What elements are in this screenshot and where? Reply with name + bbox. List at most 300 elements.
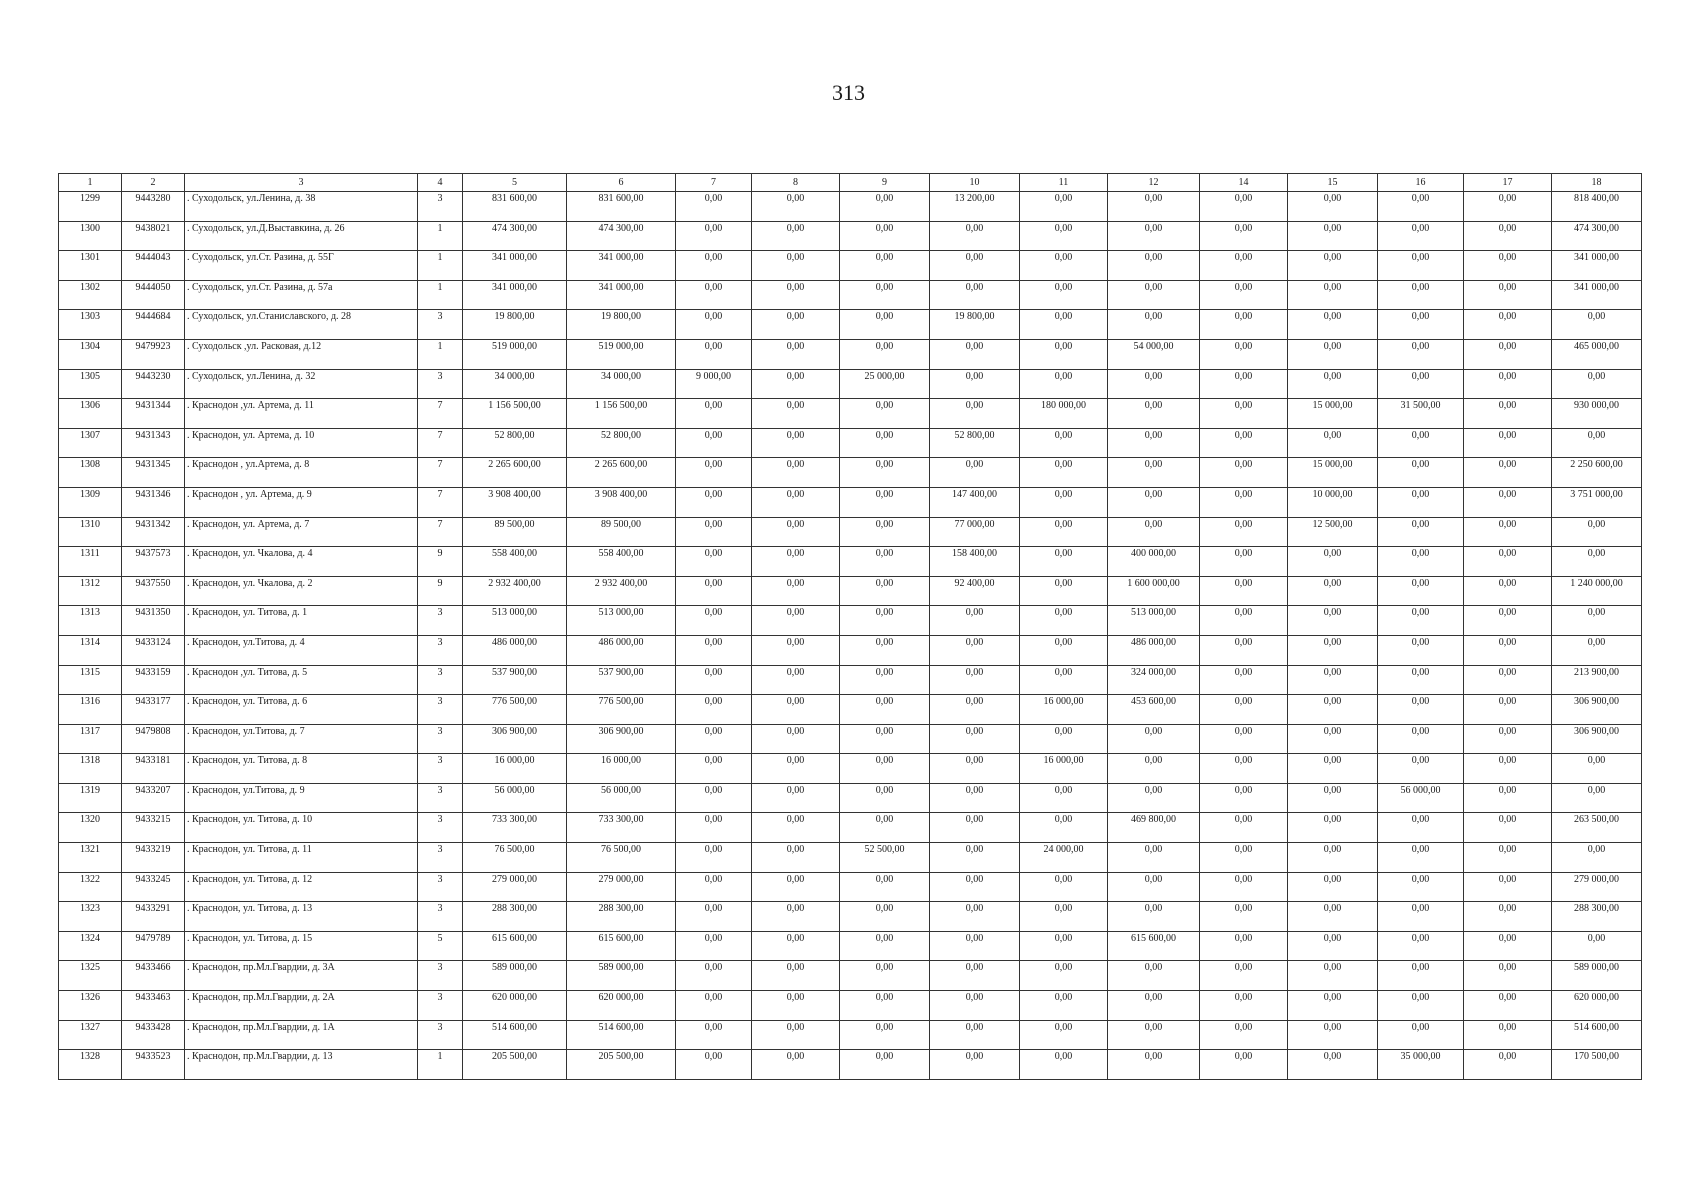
table-cell: 9 000,00 <box>676 369 752 399</box>
table-cell: 0,00 <box>1108 251 1200 281</box>
table-cell: 1321 <box>59 843 122 873</box>
address-cell: . Краснодон, ул. Артема, д. 10 <box>185 428 418 458</box>
table-cell: 0,00 <box>676 665 752 695</box>
table-cell: 0,00 <box>1288 1020 1378 1050</box>
table-cell: 54 000,00 <box>1108 339 1200 369</box>
table-row <box>59 399 1642 429</box>
table-cell: 0,00 <box>1464 813 1552 843</box>
table-cell: 3 <box>418 695 463 725</box>
table-cell: 9479808 <box>122 724 185 754</box>
table-row <box>59 576 1642 606</box>
table-cell: 0,00 <box>930 665 1020 695</box>
table-cell: 0,00 <box>676 1050 752 1080</box>
table-cell: 0,00 <box>1200 813 1288 843</box>
table-cell: 818 400,00 <box>1552 192 1642 222</box>
table-cell: 1311 <box>59 547 122 577</box>
table-cell: 0,00 <box>930 251 1020 281</box>
table-cell: 514 600,00 <box>567 1020 676 1050</box>
address-cell: . Краснодон ,ул. Титова, д. 5 <box>185 665 418 695</box>
table-row <box>59 1020 1642 1050</box>
table-cell: 0,00 <box>752 1020 840 1050</box>
address-cell: . Краснодон, ул. Титова, д. 13 <box>185 902 418 932</box>
table-cell: 0,00 <box>1108 902 1200 932</box>
table-cell: 0,00 <box>1378 724 1464 754</box>
table-cell: 0,00 <box>676 192 752 222</box>
table-cell: 0,00 <box>1200 487 1288 517</box>
address-cell: . Краснодон, пр.Мл.Гвардии, д. 13 <box>185 1050 418 1080</box>
table-cell: 513 000,00 <box>463 606 567 636</box>
table-row <box>59 783 1642 813</box>
table-cell: 12 500,00 <box>1288 517 1378 547</box>
table-cell: 537 900,00 <box>463 665 567 695</box>
address-cell: . Суходольск, ул.Станиславского, д. 28 <box>185 310 418 340</box>
table-cell: 0,00 <box>1378 310 1464 340</box>
table-cell: 9438021 <box>122 221 185 251</box>
address-cell: . Краснодон , ул. Артема, д. 9 <box>185 487 418 517</box>
table-cell: 0,00 <box>840 991 930 1021</box>
table-cell: 0,00 <box>752 724 840 754</box>
address-cell: . Краснодон, ул. Чкалова, д. 2 <box>185 576 418 606</box>
table-cell: 56 000,00 <box>1378 783 1464 813</box>
table-cell: 0,00 <box>676 902 752 932</box>
table-cell: 0,00 <box>1464 931 1552 961</box>
table-cell: 0,00 <box>676 813 752 843</box>
table-cell: 10 000,00 <box>1288 487 1378 517</box>
table-cell: 0,00 <box>1464 724 1552 754</box>
table-cell: 1303 <box>59 310 122 340</box>
table-cell: 0,00 <box>840 1050 930 1080</box>
table-cell: 0,00 <box>840 487 930 517</box>
table-cell: 0,00 <box>1378 192 1464 222</box>
table-cell: 0,00 <box>676 339 752 369</box>
table-cell: 147 400,00 <box>930 487 1020 517</box>
table-cell: 9431344 <box>122 399 185 429</box>
table-cell: 0,00 <box>752 991 840 1021</box>
table-cell: 0,00 <box>1108 399 1200 429</box>
table-cell: 0,00 <box>930 813 1020 843</box>
table-cell: 0,00 <box>1552 428 1642 458</box>
table-cell: 0,00 <box>1288 961 1378 991</box>
address-cell: . Краснодон, ул. Артема, д. 7 <box>185 517 418 547</box>
table-cell: 0,00 <box>676 931 752 961</box>
table-cell: 0,00 <box>752 843 840 873</box>
table-cell: 3 <box>418 843 463 873</box>
table-cell: 0,00 <box>1200 192 1288 222</box>
table-cell: 1 <box>418 280 463 310</box>
table-row <box>59 695 1642 725</box>
column-number-header: 18 <box>1552 174 1642 192</box>
table-cell: 0,00 <box>1288 428 1378 458</box>
table-cell: 0,00 <box>1288 665 1378 695</box>
table-cell: 1 600 000,00 <box>1108 576 1200 606</box>
column-number-header: 12 <box>1108 174 1200 192</box>
table-cell: 0,00 <box>1020 310 1108 340</box>
table-cell: 0,00 <box>1288 695 1378 725</box>
table-cell: 0,00 <box>1288 991 1378 1021</box>
table-cell: 1 <box>418 1050 463 1080</box>
table-cell: 0,00 <box>1552 310 1642 340</box>
table-cell: 0,00 <box>1288 754 1378 784</box>
table-cell: 0,00 <box>1464 458 1552 488</box>
table-cell: 7 <box>418 517 463 547</box>
table-cell: 0,00 <box>1378 635 1464 665</box>
table-cell: 0,00 <box>930 931 1020 961</box>
column-number-header: 6 <box>567 174 676 192</box>
table-cell: 0,00 <box>1288 1050 1378 1080</box>
column-number-header: 2 <box>122 174 185 192</box>
table-cell: 0,00 <box>1288 813 1378 843</box>
table-cell: 0,00 <box>1464 221 1552 251</box>
table-cell: 776 500,00 <box>567 695 676 725</box>
table-cell: 0,00 <box>1200 399 1288 429</box>
table-cell: 0,00 <box>676 724 752 754</box>
table-cell: 0,00 <box>1464 251 1552 281</box>
table-cell: 3 <box>418 192 463 222</box>
table-cell: 0,00 <box>676 280 752 310</box>
table-cell: 0,00 <box>752 458 840 488</box>
table-row <box>59 221 1642 251</box>
table-cell: 0,00 <box>1108 458 1200 488</box>
table-cell: 9 <box>418 576 463 606</box>
table-cell: 0,00 <box>840 961 930 991</box>
table-cell: 0,00 <box>1552 517 1642 547</box>
table-cell: 620 000,00 <box>567 991 676 1021</box>
table-cell: 0,00 <box>1200 339 1288 369</box>
address-cell: . Суходольск, ул.Ленина, д. 38 <box>185 192 418 222</box>
table-cell: 0,00 <box>1378 902 1464 932</box>
table-cell: 0,00 <box>930 961 1020 991</box>
table-cell: 24 000,00 <box>1020 843 1108 873</box>
table-cell: 180 000,00 <box>1020 399 1108 429</box>
table-cell: 0,00 <box>840 902 930 932</box>
table-cell: 0,00 <box>752 813 840 843</box>
table-cell: 0,00 <box>1464 635 1552 665</box>
table-cell: 13 200,00 <box>930 192 1020 222</box>
table-cell: 0,00 <box>1464 1020 1552 1050</box>
table-cell: 1308 <box>59 458 122 488</box>
table-cell: 9433466 <box>122 961 185 991</box>
table-cell: 52 800,00 <box>463 428 567 458</box>
table-cell: 0,00 <box>1288 369 1378 399</box>
table-row <box>59 872 1642 902</box>
table-cell: 514 600,00 <box>463 1020 567 1050</box>
table-row <box>59 339 1642 369</box>
table-cell: 9433181 <box>122 754 185 784</box>
table-row <box>59 665 1642 695</box>
table-cell: 7 <box>418 458 463 488</box>
table-row <box>59 813 1642 843</box>
table-cell: 519 000,00 <box>567 339 676 369</box>
address-cell: . Краснодон, ул. Титова, д. 6 <box>185 695 418 725</box>
table-cell: 0,00 <box>1108 369 1200 399</box>
address-cell: . Краснодон, пр.Мл.Гвардии, д. 1А <box>185 1020 418 1050</box>
column-number-header: 4 <box>418 174 463 192</box>
table-cell: 0,00 <box>840 606 930 636</box>
table-cell: 52 800,00 <box>567 428 676 458</box>
table-cell: 0,00 <box>930 843 1020 873</box>
table-cell: 1306 <box>59 399 122 429</box>
table-cell: 92 400,00 <box>930 576 1020 606</box>
table-cell: 0,00 <box>1200 517 1288 547</box>
table-cell: 9433291 <box>122 902 185 932</box>
table-cell: 513 000,00 <box>1108 606 1200 636</box>
table-cell: 0,00 <box>752 339 840 369</box>
table-cell: 3 <box>418 606 463 636</box>
table-cell: 341 000,00 <box>567 280 676 310</box>
table-cell: 19 800,00 <box>567 310 676 340</box>
table-cell: 930 000,00 <box>1552 399 1642 429</box>
table-cell: 19 800,00 <box>930 310 1020 340</box>
table-cell: 1313 <box>59 606 122 636</box>
table-cell: 0,00 <box>1464 310 1552 340</box>
table-cell: 0,00 <box>840 872 930 902</box>
table-row <box>59 251 1642 281</box>
table-cell: 0,00 <box>1378 665 1464 695</box>
table-cell: 0,00 <box>1552 635 1642 665</box>
table-cell: 341 000,00 <box>567 251 676 281</box>
table-cell: 9437550 <box>122 576 185 606</box>
table-cell: 9431345 <box>122 458 185 488</box>
table-row <box>59 428 1642 458</box>
table-cell: 0,00 <box>1378 813 1464 843</box>
table-cell: 52 800,00 <box>930 428 1020 458</box>
table-cell: 0,00 <box>676 399 752 429</box>
table-cell: 589 000,00 <box>463 961 567 991</box>
table-cell: 0,00 <box>840 695 930 725</box>
page-number: 313 <box>832 80 865 105</box>
table-cell: 831 600,00 <box>463 192 567 222</box>
address-cell: . Краснодон, пр.Мл.Гвардии, д. 3А <box>185 961 418 991</box>
table-cell: 0,00 <box>1378 339 1464 369</box>
table-cell: 0,00 <box>1464 1050 1552 1080</box>
table-cell: 0,00 <box>1020 1050 1108 1080</box>
table-cell: 486 000,00 <box>567 635 676 665</box>
table-cell: 1310 <box>59 517 122 547</box>
table-cell: 1300 <box>59 221 122 251</box>
column-number-header: 9 <box>840 174 930 192</box>
table-cell: 0,00 <box>676 576 752 606</box>
table-cell: 9433219 <box>122 843 185 873</box>
register-table <box>58 173 1642 1080</box>
table-cell: 16 000,00 <box>463 754 567 784</box>
table-cell: 0,00 <box>840 724 930 754</box>
table-cell: 486 000,00 <box>463 635 567 665</box>
table-cell: 0,00 <box>1464 487 1552 517</box>
table-cell: 0,00 <box>930 783 1020 813</box>
table-cell: 1 156 500,00 <box>463 399 567 429</box>
table-cell: 9444043 <box>122 251 185 281</box>
table-cell: 0,00 <box>752 576 840 606</box>
table-row <box>59 1050 1642 1080</box>
table-cell: 615 600,00 <box>567 931 676 961</box>
table-cell: 25 000,00 <box>840 369 930 399</box>
table-cell: 0,00 <box>930 902 1020 932</box>
table-cell: 620 000,00 <box>463 991 567 1021</box>
table-cell: 0,00 <box>840 339 930 369</box>
table-cell: 0,00 <box>930 221 1020 251</box>
table-body <box>59 192 1642 1080</box>
table-cell: 1320 <box>59 813 122 843</box>
table-cell: 0,00 <box>930 1050 1020 1080</box>
table-cell: 0,00 <box>1020 724 1108 754</box>
table-cell: 56 000,00 <box>567 783 676 813</box>
table-cell: 9433124 <box>122 635 185 665</box>
table-cell: 0,00 <box>1552 369 1642 399</box>
table-row <box>59 369 1642 399</box>
table-cell: 0,00 <box>1200 280 1288 310</box>
table-cell: 279 000,00 <box>463 872 567 902</box>
table-cell: 3 <box>418 369 463 399</box>
table-cell: 9431343 <box>122 428 185 458</box>
table-cell: 1 <box>418 339 463 369</box>
table-cell: 0,00 <box>752 931 840 961</box>
table-cell: 1317 <box>59 724 122 754</box>
table-cell: 0,00 <box>1464 961 1552 991</box>
table-cell: 0,00 <box>1552 754 1642 784</box>
table-cell: 0,00 <box>1020 783 1108 813</box>
table-cell: 0,00 <box>1200 931 1288 961</box>
table-cell: 0,00 <box>752 399 840 429</box>
table-cell: 0,00 <box>1378 1020 1464 1050</box>
table-cell: 0,00 <box>1020 961 1108 991</box>
table-cell: 0,00 <box>1378 458 1464 488</box>
table-cell: 9431342 <box>122 517 185 547</box>
table-cell: 0,00 <box>840 221 930 251</box>
table-cell: 0,00 <box>1200 843 1288 873</box>
table-cell: 1 156 500,00 <box>567 399 676 429</box>
table-cell: 0,00 <box>1108 724 1200 754</box>
table-cell: 9437573 <box>122 547 185 577</box>
address-cell: . Краснодон, ул. Титова, д. 8 <box>185 754 418 784</box>
table-cell: 400 000,00 <box>1108 547 1200 577</box>
table-cell: 0,00 <box>1378 606 1464 636</box>
table-cell: 1314 <box>59 635 122 665</box>
table-cell: 831 600,00 <box>567 192 676 222</box>
table-cell: 0,00 <box>1108 487 1200 517</box>
table-row <box>59 635 1642 665</box>
table-cell: 2 250 600,00 <box>1552 458 1642 488</box>
table-cell: 16 000,00 <box>1020 695 1108 725</box>
table-cell: 341 000,00 <box>463 280 567 310</box>
table-cell: 474 300,00 <box>463 221 567 251</box>
table-cell: 0,00 <box>1200 1050 1288 1080</box>
table-cell: 0,00 <box>930 695 1020 725</box>
table-cell: 324 000,00 <box>1108 665 1200 695</box>
table-row <box>59 458 1642 488</box>
table-cell: 0,00 <box>1020 192 1108 222</box>
table-cell: 16 000,00 <box>1020 754 1108 784</box>
table-cell: 205 500,00 <box>567 1050 676 1080</box>
table-cell: 1301 <box>59 251 122 281</box>
table-cell: 9433245 <box>122 872 185 902</box>
column-number-header: 3 <box>185 174 418 192</box>
table-cell: 1315 <box>59 665 122 695</box>
column-number-header: 1 <box>59 174 122 192</box>
table-cell: 0,00 <box>930 606 1020 636</box>
table-cell: 0,00 <box>1108 783 1200 813</box>
table-cell: 3 <box>418 813 463 843</box>
table-cell: 341 000,00 <box>1552 280 1642 310</box>
table-cell: 1318 <box>59 754 122 784</box>
table-cell: 89 500,00 <box>463 517 567 547</box>
table-cell: 615 600,00 <box>463 931 567 961</box>
table-cell: 341 000,00 <box>1552 251 1642 281</box>
table-cell: 0,00 <box>676 961 752 991</box>
table-cell: 77 000,00 <box>930 517 1020 547</box>
table-cell: 0,00 <box>930 724 1020 754</box>
table-cell: 35 000,00 <box>1378 1050 1464 1080</box>
table-cell: 0,00 <box>676 754 752 784</box>
address-cell: . Суходольск ,ул. Расковая, д.12 <box>185 339 418 369</box>
table-cell: 306 900,00 <box>463 724 567 754</box>
table-cell: 0,00 <box>676 487 752 517</box>
table-cell: 0,00 <box>1288 221 1378 251</box>
table-cell: 0,00 <box>1200 221 1288 251</box>
table-cell: 0,00 <box>676 458 752 488</box>
table-cell: 9433159 <box>122 665 185 695</box>
table-cell: 1325 <box>59 961 122 991</box>
table-cell: 0,00 <box>676 547 752 577</box>
table-cell: 0,00 <box>840 280 930 310</box>
table-cell: 0,00 <box>1200 606 1288 636</box>
table-cell: 0,00 <box>1378 517 1464 547</box>
table-cell: 0,00 <box>1378 872 1464 902</box>
address-cell: . Суходольск, ул.Ленина, д. 32 <box>185 369 418 399</box>
table-cell: 0,00 <box>676 695 752 725</box>
table-cell: 0,00 <box>1020 221 1108 251</box>
table-cell: 0,00 <box>1020 813 1108 843</box>
table-cell: 0,00 <box>840 192 930 222</box>
table-cell: 0,00 <box>1200 547 1288 577</box>
address-cell: . Краснодон, ул. Титова, д. 1 <box>185 606 418 636</box>
table-cell: 0,00 <box>1464 872 1552 902</box>
table-cell: 9433523 <box>122 1050 185 1080</box>
table-cell: 9 <box>418 547 463 577</box>
table-cell: 0,00 <box>752 961 840 991</box>
table-cell: 1305 <box>59 369 122 399</box>
address-cell: . Краснодон, ул. Титова, д. 15 <box>185 931 418 961</box>
table-cell: 0,00 <box>840 813 930 843</box>
table-cell: 0,00 <box>840 576 930 606</box>
table-cell: 0,00 <box>752 635 840 665</box>
table-cell: 0,00 <box>1108 428 1200 458</box>
table-cell: 263 500,00 <box>1552 813 1642 843</box>
table-cell: 0,00 <box>752 783 840 813</box>
table-cell: 1 240 000,00 <box>1552 576 1642 606</box>
table-cell: 3 <box>418 665 463 695</box>
table-cell: 514 600,00 <box>1552 1020 1642 1050</box>
table-cell: 3 <box>418 991 463 1021</box>
table-cell: 0,00 <box>930 280 1020 310</box>
table-cell: 0,00 <box>1464 280 1552 310</box>
table-cell: 0,00 <box>1020 872 1108 902</box>
table-cell: 0,00 <box>1200 665 1288 695</box>
table-cell: 0,00 <box>1200 991 1288 1021</box>
table-cell: 0,00 <box>930 754 1020 784</box>
table-cell: 0,00 <box>752 221 840 251</box>
table-cell: 89 500,00 <box>567 517 676 547</box>
column-number-header: 10 <box>930 174 1020 192</box>
table-cell: 513 000,00 <box>567 606 676 636</box>
table-cell: 170 500,00 <box>1552 1050 1642 1080</box>
column-number-header: 15 <box>1288 174 1378 192</box>
table-cell: 0,00 <box>752 280 840 310</box>
table-cell: 19 800,00 <box>463 310 567 340</box>
table-cell: 341 000,00 <box>463 251 567 281</box>
table-cell: 0,00 <box>752 310 840 340</box>
table-cell: 9433215 <box>122 813 185 843</box>
table-cell: 0,00 <box>1378 695 1464 725</box>
